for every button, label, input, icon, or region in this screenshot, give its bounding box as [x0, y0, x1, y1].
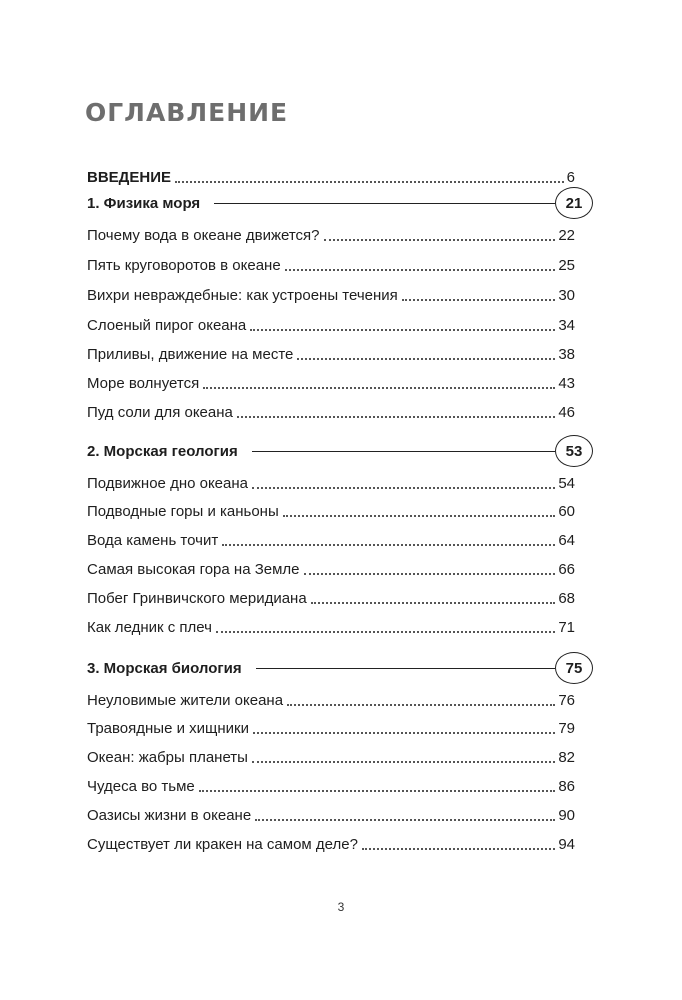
toc-entry[interactable]: [87, 613, 575, 637]
toc-entry[interactable]: [87, 369, 575, 393]
toc-entry-label: Слоеный пирог океана: [87, 317, 247, 334]
section-title: 3. Морская биология: [87, 659, 242, 677]
toc-entry-label: Море волнуется: [87, 375, 200, 392]
toc-entry-page: 68: [558, 590, 575, 607]
toc-entry-label: Как ледник с плеч: [87, 619, 212, 636]
section-rule: [252, 451, 555, 452]
toc-entry-page: 22: [558, 227, 575, 244]
section-page-circle: 53: [555, 435, 593, 467]
dot-leader: [222, 544, 555, 546]
dot-leader: [250, 329, 555, 331]
toc-entry[interactable]: [87, 584, 575, 608]
dot-leader: [283, 515, 556, 517]
dot-leader: [175, 181, 564, 183]
dot-leader: [287, 704, 555, 706]
page-title: ОГЛАВЛЕНИЕ: [85, 98, 289, 127]
toc-entry[interactable]: [87, 221, 575, 245]
toc-entry-page: 38: [558, 346, 575, 363]
dot-leader: [203, 387, 555, 389]
toc-entry[interactable]: [87, 714, 575, 738]
page-number: 3: [337, 900, 345, 914]
section-heading-2[interactable]: [87, 434, 593, 468]
dot-leader: [252, 487, 555, 489]
toc-entry-page: 94: [558, 836, 575, 853]
dot-leader: [362, 848, 555, 850]
toc-entry-page: 71: [558, 619, 575, 636]
toc-entry-page: 90: [558, 807, 575, 824]
dot-leader: [199, 790, 556, 792]
toc-entry[interactable]: [87, 526, 575, 550]
toc-entry-label: Травоядные и хищники: [87, 720, 249, 737]
toc-entry-label: Самая высокая гора на Земле: [87, 561, 300, 578]
toc-entry-page: 82: [558, 749, 575, 766]
toc-entry-label: Побег Гринвичского меридиана: [87, 590, 307, 607]
toc-entry[interactable]: [87, 497, 575, 521]
toc-entry-label: Неуловимые жители океана: [87, 692, 284, 709]
dot-leader: [285, 269, 556, 271]
toc-entry-label: Подводные горы и каньоны: [87, 503, 279, 520]
section-rule: [256, 668, 555, 669]
toc-entry-page: 25: [558, 257, 575, 274]
dot-leader: [297, 358, 555, 360]
section-title: 2. Морская геология: [87, 442, 238, 460]
toc-entry[interactable]: [87, 251, 575, 275]
toc-entry-label: Оазисы жизни в океане: [87, 807, 252, 824]
dot-leader: [253, 732, 555, 734]
toc-entry[interactable]: [87, 772, 575, 796]
toc-intro-page: 6: [566, 169, 575, 186]
section-page-circle: 75: [555, 652, 593, 684]
section-heading-1[interactable]: [87, 186, 593, 220]
toc-intro-label: ВВЕДЕНИЕ: [87, 169, 171, 186]
toc-entry-page: 76: [558, 692, 575, 709]
toc-entry-page: 46: [558, 404, 575, 421]
toc-entry-page: 64: [558, 532, 575, 549]
toc-entry-label: Вода камень точит: [87, 532, 219, 549]
toc-entry[interactable]: [87, 801, 575, 825]
toc-entry[interactable]: [87, 281, 575, 305]
section-title: 1. Физика моря: [87, 194, 201, 212]
dot-leader: [255, 819, 555, 821]
toc-entry-label: Пять круговоротов в океане: [87, 257, 281, 274]
toc-entry-page: 79: [558, 720, 575, 737]
toc-entry-page: 60: [558, 503, 575, 520]
dot-leader: [216, 631, 555, 633]
toc-entry-page: 34: [558, 317, 575, 334]
toc-entry-label: Существует ли кракен на самом деле?: [87, 836, 358, 853]
toc-entry-label: Пуд соли для океана: [87, 404, 233, 421]
dot-leader: [402, 299, 556, 301]
toc-entry[interactable]: [87, 340, 575, 364]
section-page-circle: 21: [555, 187, 593, 219]
toc-intro[interactable]: [87, 163, 575, 187]
dot-leader: [324, 239, 556, 241]
dot-leader: [252, 761, 555, 763]
toc-entry-label: Подвижное дно океана: [87, 475, 248, 492]
toc-entry-label: Чудеса во тьме: [87, 778, 195, 795]
dot-leader: [304, 573, 556, 575]
toc-entry-label: Океан: жабры планеты: [87, 749, 248, 766]
toc-entry-label: Приливы, движение на месте: [87, 346, 294, 363]
toc-entry[interactable]: [87, 311, 575, 335]
toc-entry[interactable]: [87, 398, 575, 422]
toc-entry-label: Почему вода в океане движется?: [87, 227, 320, 244]
section-rule: [214, 203, 555, 204]
dot-leader: [237, 416, 555, 418]
toc-entry[interactable]: [87, 555, 575, 579]
toc-entry-page: 86: [558, 778, 575, 795]
toc-entry-page: 30: [558, 287, 575, 304]
toc-entry-page: 66: [558, 561, 575, 578]
toc-entry-page: 43: [558, 375, 575, 392]
toc-entry[interactable]: [87, 743, 575, 767]
section-heading-3[interactable]: [87, 651, 593, 685]
toc-entry-page: 54: [558, 475, 575, 492]
dot-leader: [311, 602, 556, 604]
toc-entry[interactable]: [87, 830, 575, 854]
toc-entry[interactable]: [87, 686, 575, 710]
toc-entry-label: Вихри невраждебные: как устроены течения: [87, 287, 398, 304]
toc-entry[interactable]: [87, 469, 575, 493]
